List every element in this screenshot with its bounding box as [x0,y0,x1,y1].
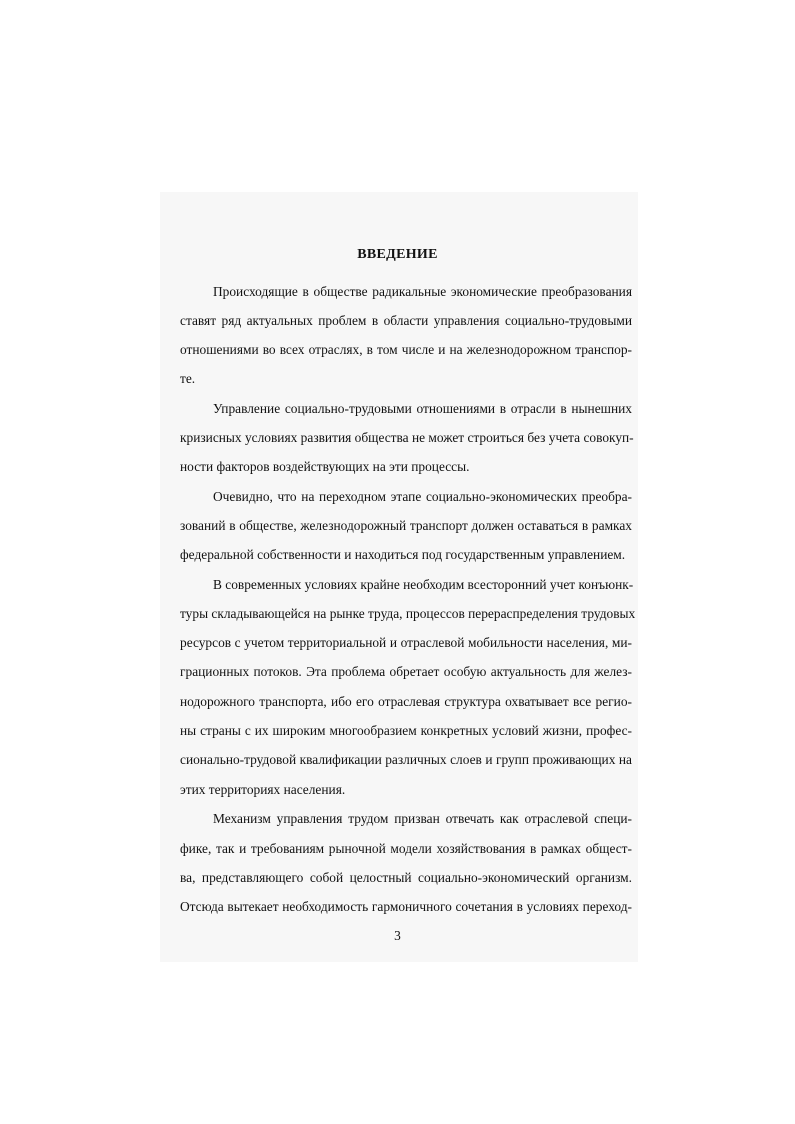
text-line: те. [180,371,196,386]
text-line: ности факторов воздействующих на эти процессы. [180,459,470,474]
text-line: грационных потоков. Эта проблема обретает особую актуальность для желез- [180,664,632,679]
text-line: ресурсов с учетом территориальной и отраслевой мобильности населения, ми- [180,635,632,650]
text-line: В современных условиях крайне необходим всесторонний учет конъюнк- [213,577,634,592]
text-line: этих территориях населения. [180,782,346,797]
text-line: Происходящие в обществе радикальные экономические преобразования [213,284,632,299]
text-line: Механизм управления трудом призван отвечать как отраслевой специ- [213,811,632,826]
text-line: сионально-трудовой квалификации различных слоев и групп проживающих на [180,752,632,767]
text-line: фике, так и требованиям рыночной модели хозяйствования в рамках общест- [180,841,632,856]
page-number: 3 [394,928,401,943]
text-line: ставят ряд актуальных проблем в области управления социально-трудовыми [180,313,632,328]
text-line: ва, представляющего собой целостный социально-экономический организм. [180,870,632,885]
text-line: ны страны с их широким многообразием конкретных условий жизни, профес- [180,723,632,738]
text-line: Управление социально-трудовыми отношениями в отрасли в нынешних [213,401,632,416]
text-line: Отсюда вытекает необходимость гармоничного сочетания в условиях переход- [180,899,632,914]
text-line: Очевидно, что на переходном этапе социально-экономических преобра- [213,489,632,504]
text-line: кризисных условиях развития общества не может строиться без учета совокуп- [180,430,634,445]
text-line: федеральной собственности и находиться под государственным управлением. [180,547,626,562]
text-line: нодорожного транспорта, ибо его отраслевая структура охватывает все регио- [180,694,632,709]
text-line: зований в обществе, железнодорожный транспорт должен оставаться в рамках [180,518,632,533]
text-line: отношениями во всех отраслях, в том числе и на железнодорожном транспор- [180,342,632,357]
page-title: ВВЕДЕНИЕ [357,247,438,262]
text-line: туры складывающейся на рынке труда, процессов перераспределения трудовых [180,606,636,621]
